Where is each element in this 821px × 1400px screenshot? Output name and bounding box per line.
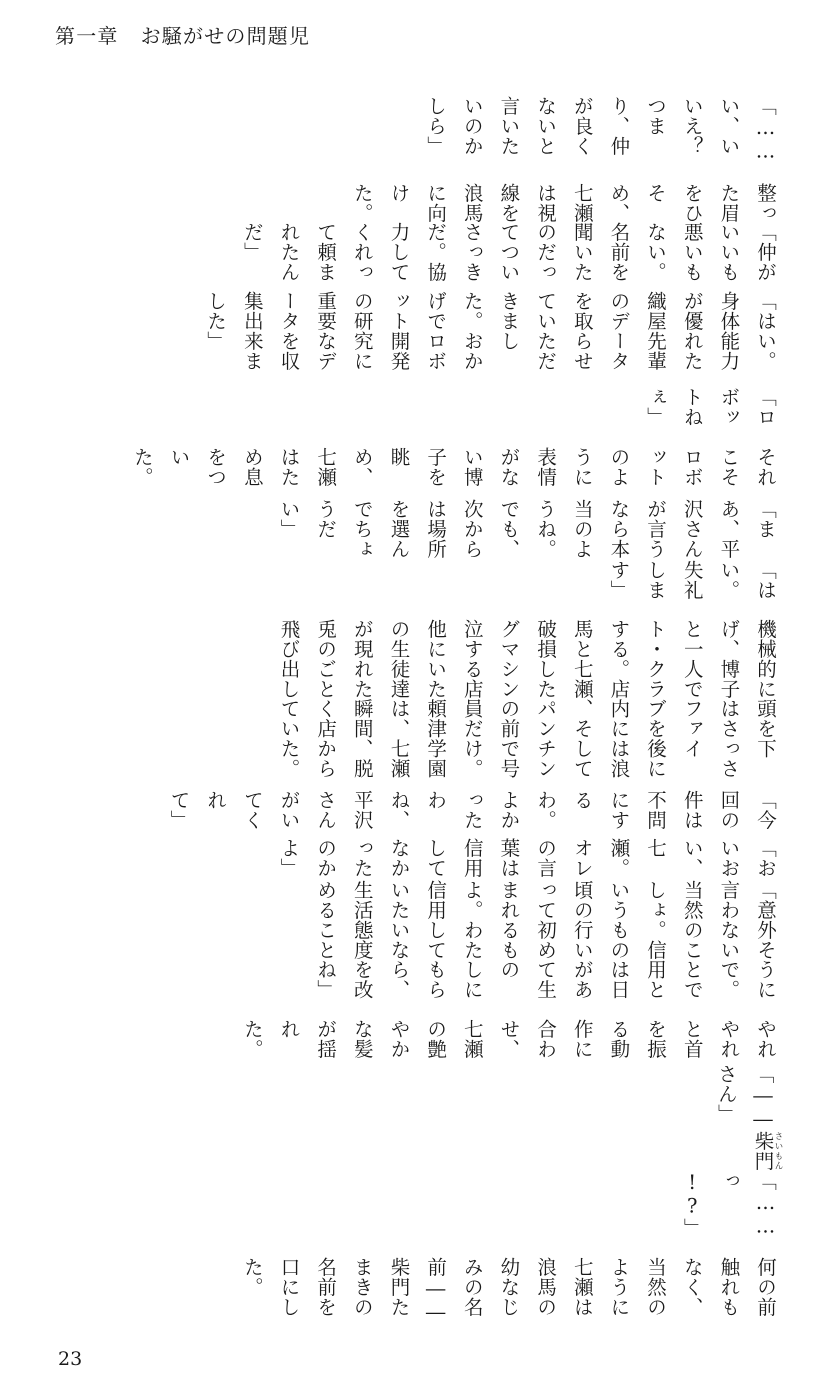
body-text: [83, 96, 783, 1326]
paragraph: やれやれと首を振る動作に合わせ、七瀬の艶やかな髪が揺れた。: [240, 1019, 777, 1059]
paragraph: 機械的に頭を下げ、博子はさっさと一人でファイト・クラブを後にする。店内には浪馬と七瀬、そして破損したパンチングマシンの前で号泣する店員だけ。他にいた頼津学園の生徒達は、七瀬が現れた瞬間、脱兎のごとく店から飛び出していた。: [277, 619, 777, 779]
paragraph: 「はい。失礼します」: [607, 559, 777, 600]
page-title: [55, 20, 310, 49]
ruby-reading: さいもん: [773, 1130, 783, 1171]
paragraph: それこそロボットのように表情がない博子を眺め、七瀬はため息をついた。: [130, 446, 777, 487]
paragraph: 「意外そうに言わないで。当然のことでしょ。信用というものは日頃の行いがあって初めて生まれるものよ。わたしに信用してもらいたいなら、生活態度を改めることね」: [314, 879, 777, 1000]
paragraph-with-ruby: 「――柴門さいもんさん」: [714, 1064, 783, 1171]
chapter-title: お騒がせの問題児: [140, 24, 311, 48]
paragraph: 「仲がいいも悪いもない。名前を聞いたのだってついさっきだ。協力してくれって頼まれたんだ」: [240, 222, 777, 283]
chapter-number: 第一章: [55, 24, 119, 48]
paragraph: 「ロボットねぇ」: [644, 386, 777, 427]
page-number: 23: [58, 1348, 83, 1370]
paragraph: 整った眉をひそめ、七瀬は視線を浪馬に向けた。: [350, 182, 777, 223]
paragraph: 「はい。身体能力が優れた織屋先輩のデータを取らせていただきました。おかげでロボット開発の研究に重要なデータを収集出来ました」: [204, 290, 777, 371]
paragraph: 「まあ、平沢さんが言うなら本当のようね。でも、次からは場所を選んでちょうだい」: [277, 499, 777, 559]
paragraph: 「おいおい、七瀬。オレの言葉は信用してなかったのかよ」: [277, 838, 777, 878]
paragraph: 「……い、いいえ？ つまり、仲が良くないと言いたいのかしら」: [424, 96, 777, 176]
ruby-annotation: 柴門さいもん: [751, 1130, 783, 1171]
paragraph: 何の前触れもなく、当然のように七瀬は浪馬の幼なじみの名前――柴門たまきの名前を口にした。: [240, 1257, 777, 1324]
paragraph: 「……っ !?」: [680, 1170, 777, 1238]
paragraph: 「今回の件は不問にするわ。よかったわね、平沢さんがいてくれて」: [167, 789, 777, 830]
